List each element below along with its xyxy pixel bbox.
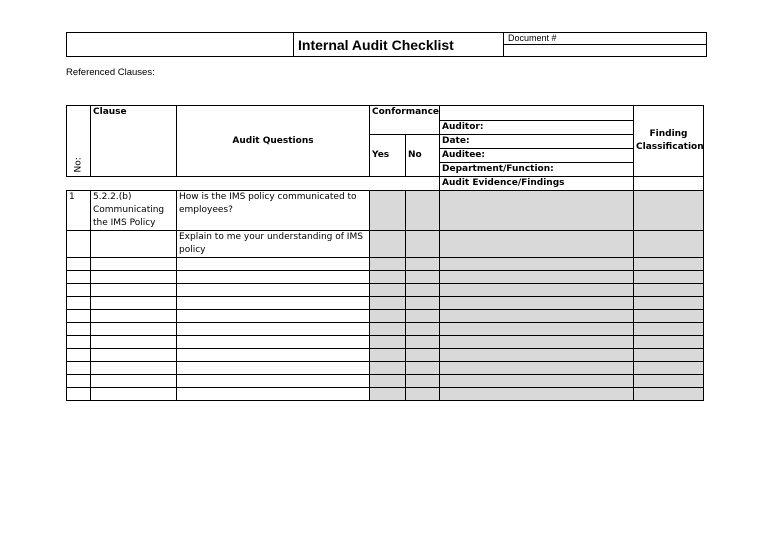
yes-cell[interactable] bbox=[370, 271, 406, 284]
clause-cell bbox=[91, 258, 177, 271]
no-cell[interactable] bbox=[406, 323, 440, 336]
evidence-label: Audit Evidence/Findings bbox=[440, 177, 634, 191]
table-row bbox=[67, 191, 704, 231]
question-cell bbox=[177, 271, 370, 284]
department-label: Department/Function: bbox=[440, 163, 634, 177]
finding-cell[interactable] bbox=[634, 191, 704, 231]
question-cell bbox=[177, 336, 370, 349]
yes-cell[interactable] bbox=[370, 323, 406, 336]
question-cell bbox=[177, 375, 370, 388]
evidence-cell[interactable] bbox=[440, 297, 634, 310]
yes-cell[interactable] bbox=[370, 191, 406, 231]
question-cell bbox=[177, 310, 370, 323]
finding-cell[interactable] bbox=[634, 258, 704, 271]
evidence-cell[interactable] bbox=[440, 349, 634, 362]
finding-cell[interactable] bbox=[634, 231, 704, 258]
question-cell: Explain to me your understanding of IMS policy bbox=[177, 231, 370, 258]
no-cell[interactable] bbox=[406, 310, 440, 323]
row-number bbox=[67, 323, 91, 336]
table-row bbox=[67, 271, 704, 284]
table-row bbox=[67, 375, 704, 388]
header-blank-cell bbox=[67, 33, 294, 57]
question-cell bbox=[177, 284, 370, 297]
row-number bbox=[67, 310, 91, 323]
row-number bbox=[67, 375, 91, 388]
yes-cell[interactable] bbox=[370, 231, 406, 258]
row-number bbox=[67, 336, 91, 349]
finding-cell[interactable] bbox=[634, 375, 704, 388]
evidence-cell[interactable] bbox=[440, 375, 634, 388]
evidence-cell[interactable] bbox=[440, 258, 634, 271]
no-cell[interactable] bbox=[406, 349, 440, 362]
clause-cell bbox=[91, 388, 177, 401]
document-title: Internal Audit Checklist bbox=[294, 33, 504, 57]
no-cell[interactable] bbox=[406, 191, 440, 231]
table-row bbox=[67, 258, 704, 271]
no-cell[interactable] bbox=[406, 388, 440, 401]
clause-cell bbox=[91, 362, 177, 375]
finding-cell[interactable] bbox=[634, 284, 704, 297]
table-row bbox=[67, 362, 704, 375]
clause-cell bbox=[91, 310, 177, 323]
evidence-cell[interactable] bbox=[440, 323, 634, 336]
row-number: 1 bbox=[67, 191, 91, 231]
row-number bbox=[67, 349, 91, 362]
no-cell[interactable] bbox=[406, 362, 440, 375]
finding-cell[interactable] bbox=[634, 362, 704, 375]
yes-cell[interactable] bbox=[370, 349, 406, 362]
evidence-spacer bbox=[67, 177, 440, 191]
finding-classification-header: Finding Classification bbox=[634, 106, 704, 177]
no-cell[interactable] bbox=[406, 284, 440, 297]
audit-questions-header: Audit Questions bbox=[177, 106, 370, 177]
yes-cell[interactable] bbox=[370, 284, 406, 297]
table-row bbox=[67, 388, 704, 401]
question-cell bbox=[177, 258, 370, 271]
row-number bbox=[67, 271, 91, 284]
table-row bbox=[67, 336, 704, 349]
clause-cell: 5.2.2.(b) Communicating the IMS Policy bbox=[91, 191, 177, 231]
auditor-label: Auditor: bbox=[440, 121, 634, 135]
evidence-cell[interactable] bbox=[440, 388, 634, 401]
evidence-cell[interactable] bbox=[440, 336, 634, 349]
finding-cell[interactable] bbox=[634, 336, 704, 349]
yes-cell[interactable] bbox=[370, 375, 406, 388]
question-cell: How is the IMS policy communicated to employees? bbox=[177, 191, 370, 231]
evidence-cell[interactable] bbox=[440, 284, 634, 297]
table-row bbox=[67, 323, 704, 336]
no-cell[interactable] bbox=[406, 336, 440, 349]
yes-column-header: Yes bbox=[370, 135, 406, 177]
auditee-label: Auditee: bbox=[440, 149, 634, 163]
no-cell[interactable] bbox=[406, 297, 440, 310]
question-cell bbox=[177, 297, 370, 310]
table-row bbox=[67, 231, 704, 258]
table-row bbox=[67, 349, 704, 362]
yes-cell[interactable] bbox=[370, 362, 406, 375]
clause-cell bbox=[91, 297, 177, 310]
no-cell[interactable] bbox=[406, 258, 440, 271]
document-number-field[interactable] bbox=[504, 45, 707, 57]
clause-cell bbox=[91, 271, 177, 284]
evidence-cell[interactable] bbox=[440, 191, 634, 231]
clause-cell bbox=[91, 336, 177, 349]
row-number bbox=[67, 362, 91, 375]
referenced-clauses-label: Referenced Clauses: bbox=[66, 67, 155, 78]
date-label: Date: bbox=[440, 135, 634, 149]
row-number bbox=[67, 388, 91, 401]
clause-cell bbox=[91, 231, 177, 258]
audit-checklist-table bbox=[66, 105, 704, 401]
spacer-cell bbox=[440, 106, 634, 121]
row-number bbox=[67, 258, 91, 271]
yes-cell[interactable] bbox=[370, 297, 406, 310]
conformance-header: Conformance bbox=[370, 106, 440, 135]
document-number-label: Document # bbox=[504, 33, 707, 45]
yes-cell[interactable] bbox=[370, 258, 406, 271]
question-cell bbox=[177, 362, 370, 375]
row-number bbox=[67, 297, 91, 310]
no-column-header: No: bbox=[67, 106, 91, 177]
no-cell[interactable] bbox=[406, 231, 440, 258]
finding-cell[interactable] bbox=[634, 297, 704, 310]
evidence-cell[interactable] bbox=[440, 310, 634, 323]
question-cell bbox=[177, 323, 370, 336]
table-row bbox=[67, 310, 704, 323]
yes-cell[interactable] bbox=[370, 388, 406, 401]
evidence-cell[interactable] bbox=[440, 231, 634, 258]
finding-cell[interactable] bbox=[634, 271, 704, 284]
yes-cell[interactable] bbox=[370, 336, 406, 349]
finding-cell[interactable] bbox=[634, 349, 704, 362]
finding-cell[interactable] bbox=[634, 310, 704, 323]
no-cell[interactable] bbox=[406, 375, 440, 388]
question-cell bbox=[177, 388, 370, 401]
yes-cell[interactable] bbox=[370, 310, 406, 323]
clause-cell bbox=[91, 284, 177, 297]
evidence-cell[interactable] bbox=[440, 362, 634, 375]
clause-column-header: Clause bbox=[91, 106, 177, 177]
clause-cell bbox=[91, 349, 177, 362]
no-column-header-conformance: No bbox=[406, 135, 440, 177]
finding-spacer bbox=[634, 177, 704, 191]
question-cell bbox=[177, 349, 370, 362]
evidence-cell[interactable] bbox=[440, 271, 634, 284]
row-number bbox=[67, 284, 91, 297]
header-table bbox=[66, 32, 707, 57]
finding-cell[interactable] bbox=[634, 388, 704, 401]
no-cell[interactable] bbox=[406, 271, 440, 284]
row-number bbox=[67, 231, 91, 258]
clause-cell bbox=[91, 375, 177, 388]
table-row bbox=[67, 297, 704, 310]
table-row bbox=[67, 284, 704, 297]
clause-cell bbox=[91, 323, 177, 336]
finding-cell[interactable] bbox=[634, 323, 704, 336]
